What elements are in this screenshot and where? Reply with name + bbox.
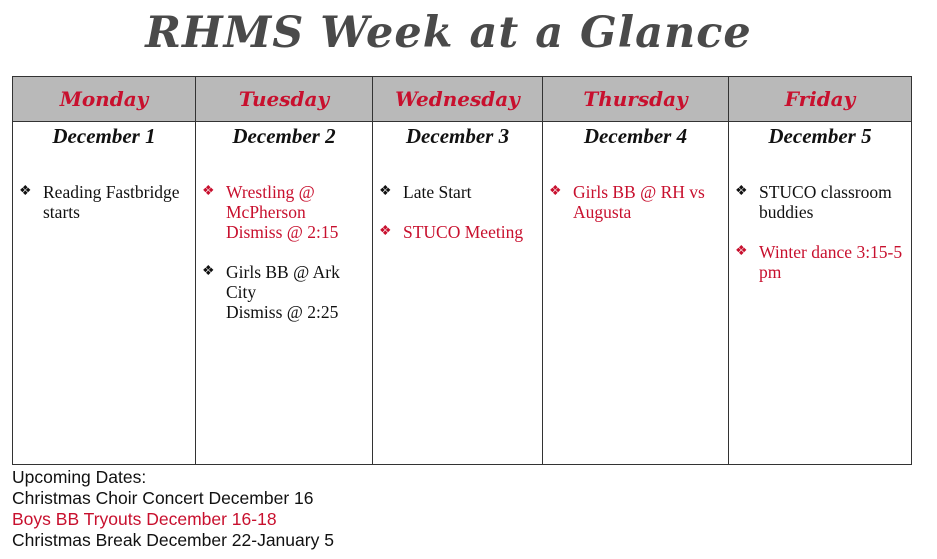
event-list xyxy=(729,182,911,282)
day-cell-friday xyxy=(729,122,912,465)
bullet-icon: ❖ xyxy=(19,184,32,199)
day-header-tuesday: Tuesday xyxy=(196,77,373,122)
day-date: December 2 xyxy=(232,124,336,148)
event-text: Girls BB @ RH vs Augusta xyxy=(573,182,705,222)
event-list xyxy=(196,182,372,322)
bullet-icon: ❖ xyxy=(379,184,392,199)
day-cell-wednesday xyxy=(373,122,543,465)
event-text: STUCO classroom buddies xyxy=(759,182,892,222)
day-date: December 1 xyxy=(52,124,156,148)
upcoming-heading: Upcoming Dates: xyxy=(12,467,147,487)
upcoming-dates xyxy=(12,467,334,551)
event-text: Reading Fastbridge starts xyxy=(43,182,180,222)
page-title: RHMS Week at a Glance xyxy=(145,8,752,58)
event-item xyxy=(735,242,907,282)
day-header-monday: Monday xyxy=(13,77,196,122)
event-text: Wrestling @ McPherson Dismiss @ 2:15 xyxy=(226,182,339,242)
day-header-friday: Friday xyxy=(729,77,912,122)
event-item xyxy=(202,182,368,242)
day-date: December 5 xyxy=(768,124,872,148)
upcoming-item: Christmas Break December 22-January 5 xyxy=(12,530,334,550)
event-text: Girls BB @ Ark City Dismiss @ 2:25 xyxy=(226,262,340,322)
day-cell-tuesday xyxy=(196,122,373,465)
event-item xyxy=(379,182,538,202)
bullet-icon: ❖ xyxy=(202,184,215,199)
day-cell-thursday xyxy=(543,122,729,465)
upcoming-item: Boys BB Tryouts December 16-18 xyxy=(12,509,277,529)
bullet-icon: ❖ xyxy=(549,184,562,199)
event-list xyxy=(13,182,195,222)
bullet-icon: ❖ xyxy=(735,184,748,199)
event-item xyxy=(202,262,368,322)
bullet-icon: ❖ xyxy=(202,264,215,279)
event-item xyxy=(549,182,724,222)
event-text: Winter dance 3:15-5 pm xyxy=(759,242,903,282)
day-date: December 4 xyxy=(583,124,688,148)
event-list xyxy=(543,182,728,222)
event-text: Late Start xyxy=(403,182,472,202)
event-item xyxy=(379,222,538,242)
day-date: December 3 xyxy=(405,124,510,148)
upcoming-item: Christmas Choir Concert December 16 xyxy=(12,488,314,508)
day-header-wednesday: Wednesday xyxy=(373,77,543,122)
day-cell-monday xyxy=(13,122,196,465)
day-header-thursday: Thursday xyxy=(543,77,729,122)
week-calendar xyxy=(12,76,912,465)
event-item xyxy=(735,182,907,222)
event-item xyxy=(19,182,191,222)
event-list xyxy=(373,182,542,242)
bullet-icon: ❖ xyxy=(379,224,392,239)
event-text: STUCO Meeting xyxy=(403,222,524,242)
bullet-icon: ❖ xyxy=(735,244,748,259)
upcoming-list xyxy=(12,488,334,551)
